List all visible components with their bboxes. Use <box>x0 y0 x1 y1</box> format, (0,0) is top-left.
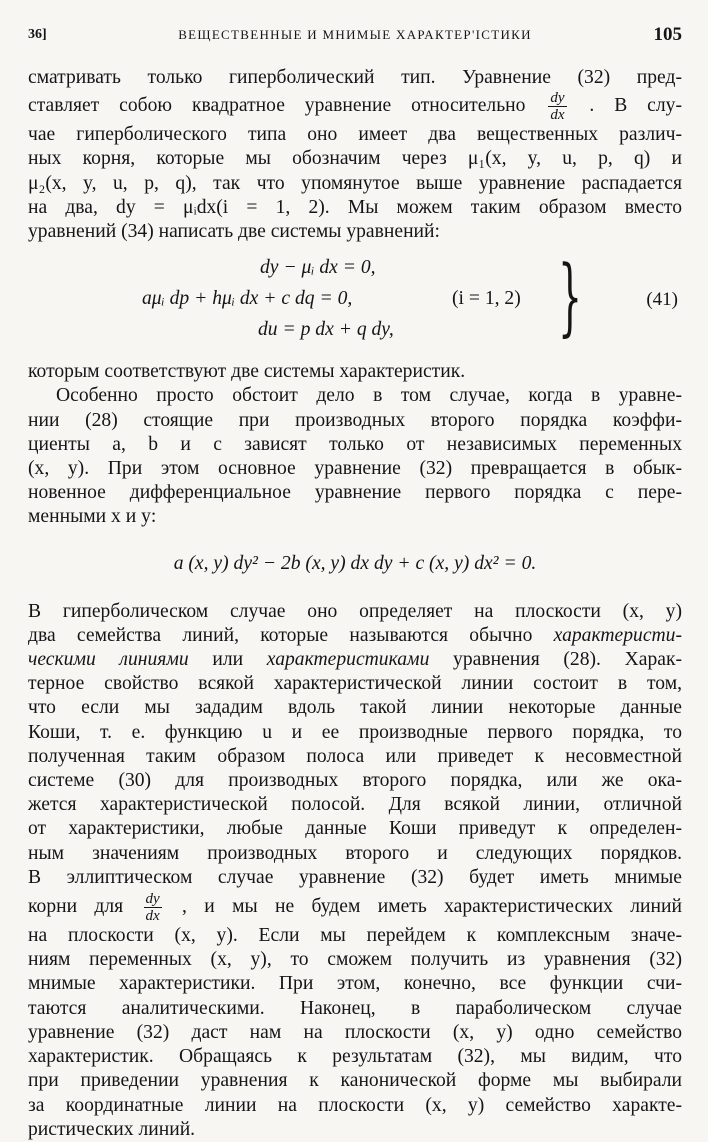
right-brace: } <box>558 247 583 346</box>
text-line: В эллиптическом случае уравнение (32) будет иметь мнимые <box>28 866 682 888</box>
text-line: менными x и y: <box>28 506 157 528</box>
text-line: от характеристики, любые данные Коши приведут к определен- <box>28 818 682 840</box>
text-line: характеристик. Обращаясь к результатам (32), мы видим, что <box>28 1046 682 1068</box>
text-line: которым соответствуют две системы характеристик. <box>28 361 466 383</box>
text-line: уравнение (32) даст нам на плоскости (x, y) одно семейство <box>28 1021 682 1043</box>
differential-equation: a (x, y) dy² − 2b (x, y) dx dy + c (x, y) dx² = 0. <box>173 552 537 574</box>
text-line: что если мы зададим вдоль такой линии некоторые данные <box>28 697 682 719</box>
text-line: на два, dy = μᵢdx(i = 1, 2). Мы можем таким образом вместо <box>28 196 682 218</box>
fraction-dy-dx: $\frac{dy}{dx}$ <box>550 90 565 124</box>
text-line: циенты a, b и c зависят только от независимых переменных <box>28 433 682 455</box>
fraction-dy-dx: $\frac{dy}{dx}$ <box>145 891 160 925</box>
equation-number: (41) <box>646 289 678 311</box>
text-line: ниям переменных (x, y), то сможем получить из уравнения (32) <box>28 949 682 971</box>
text-line: системе (30) для производных второго порядка, или же ока- <box>28 770 682 792</box>
system-line-1: dy − μᵢ dx = 0, <box>260 257 376 279</box>
text-line: новенное дифференциальное уравнение первого порядка с пере- <box>28 482 682 504</box>
system-line-2: aμᵢ dp + hμᵢ dx + c dq = 0, <box>142 288 353 310</box>
text-line: терное свойство всякой характеристической линии состоит в том, <box>28 673 682 695</box>
section-number: 36] <box>28 27 47 42</box>
text-line: ных корня, которые мы обозначим через μ₁(x, y, u, p, q) и <box>28 148 682 170</box>
text-line: на плоскости (x, y). Если мы перейдем к комплексным значе- <box>28 925 682 947</box>
equation-system-41 <box>28 247 682 346</box>
page-body <box>28 66 682 1142</box>
text-line: два семейства линий, которые называются обычно характеристи- <box>28 624 682 646</box>
text-line: Особенно просто обстоит дело в том случае, когда в уравне- <box>56 385 682 407</box>
text-line-with-fraction: корни для $\frac{dy}{dx}$ , и мы не будем иметь характеристических линий <box>28 891 682 925</box>
text-line: жется характеристической полосой. Для всякой линии, отличной <box>28 794 682 816</box>
running-title: ВЕЩЕСТВЕННЫЕ И МНИМЫЕ ХАРАКТЕР'ІСТИКИ <box>178 27 532 42</box>
text-line: Коши, т. е. функцию u и ее производные первого порядка, то <box>28 721 682 743</box>
text-line: мнимые характеристики. При этом, конечно, все функции счи- <box>28 973 682 995</box>
text-line: таются аналитическими. Наконец, в параболическом случае <box>28 997 682 1019</box>
text-line: В гиперболическом случае оно определяет на плоскости (x, y) <box>28 600 682 622</box>
text-line-with-fraction: ставляет собою квадратное уравнение относительно $\frac{dy}{dx}$ . В слу- <box>28 90 682 124</box>
text-line: чае гиперболического типа оно имеет два вещественных различ- <box>28 124 682 146</box>
text-line: ческими линиями или характеристиками уравнения (28). Харак- <box>28 649 682 671</box>
text-line: уравнений (34) написать две системы уравнений: <box>28 221 440 243</box>
text-line: ристических линий. <box>28 1118 196 1140</box>
text-line: нии (28) стоящие при производных второго порядка коэффи- <box>28 409 682 431</box>
text-line: сматривать только гиперболический тип. Уравнение (32) пред- <box>28 67 682 88</box>
text-line: за координатные линии на плоскости (x, y) семейство характе- <box>28 1094 682 1116</box>
running-header <box>28 24 682 48</box>
text-line: μ₂(x, y, u, p, q), так что упомянутое выше уравнение распадается <box>28 172 682 194</box>
page-number: 105 <box>653 24 682 45</box>
text-line: ным значениям производных второго и следующих порядков. <box>28 842 682 864</box>
system-condition: (i = 1, 2) <box>452 288 521 310</box>
text-line: полученная таким образом полоса или приведет к несовместной <box>28 745 682 767</box>
text-line: (x, y). При этом основное уравнение (32) превращается в обык- <box>28 458 682 480</box>
text-line: при приведении уравнения к канонической форме мы выбирали <box>28 1070 682 1092</box>
system-line-3: du = p dx + q dy, <box>258 319 394 341</box>
